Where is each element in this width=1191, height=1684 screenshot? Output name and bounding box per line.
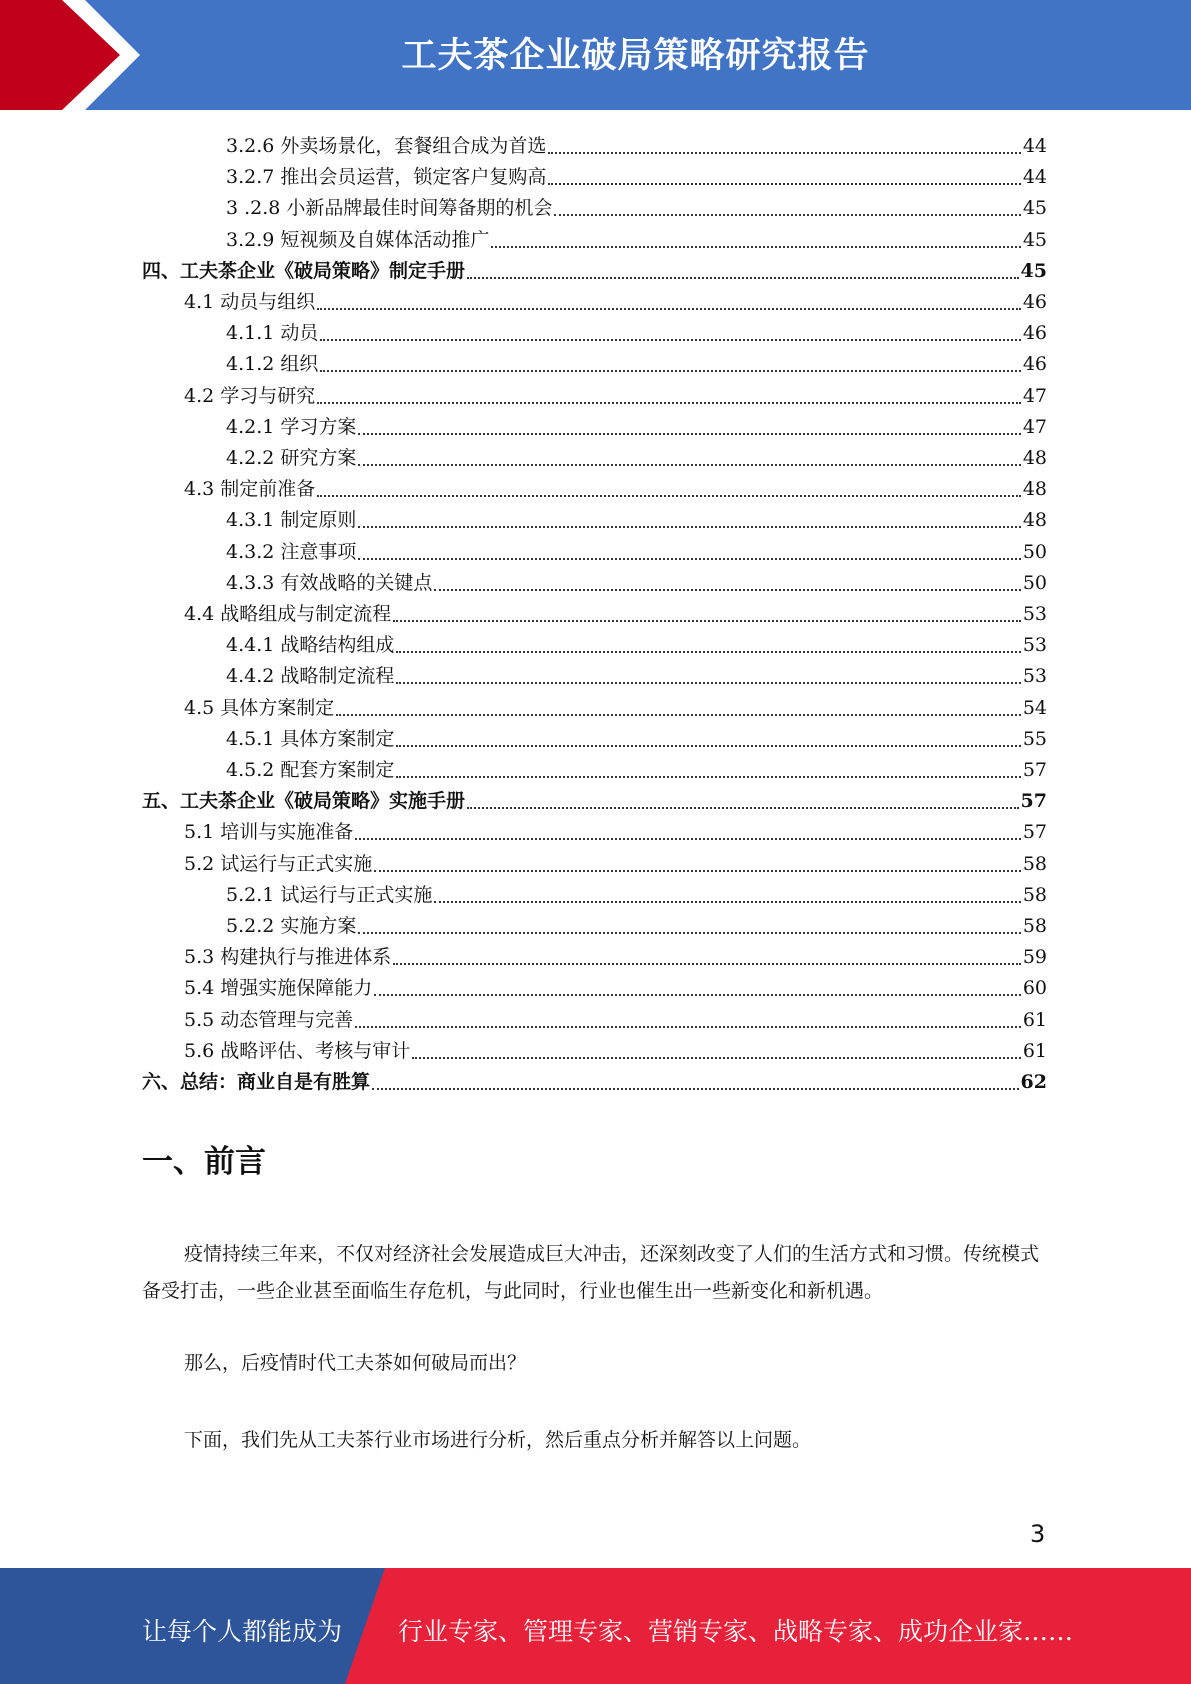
toc-entry[interactable] (184, 846, 1047, 877)
toc-entry[interactable] (184, 596, 1047, 627)
toc-entry-label: 4.3.2 注意事项 (226, 540, 357, 563)
toc-entry-label: 4.5.2 配套方案制定 (226, 759, 395, 781)
toc-entry[interactable] (226, 752, 1047, 783)
toc-leader-dots (358, 463, 1020, 466)
toc-entry-page: 55 (1022, 727, 1047, 750)
toc-entry-page: 62 (1020, 1071, 1047, 1093)
toc-entry-label: 3 .2.8 小新品牌最佳时间筹备期的机会 (226, 197, 553, 220)
toc-leader-dots (491, 245, 1020, 248)
toc-entry-label: 六、总结：商业自是有胜算 (142, 1071, 371, 1093)
toc-entry-page: 53 (1022, 603, 1047, 625)
paragraph: 那么，后疫情时代工夫茶如何破局而出？ (184, 1352, 527, 1374)
toc-entry[interactable] (184, 471, 1047, 502)
toc-leader-dots (336, 713, 1021, 716)
toc-entry[interactable] (226, 534, 1047, 565)
toc-entry-label: 3.2.6 外卖场景化，套餐组合成为首选 (226, 135, 547, 157)
toc-entry-page: 54 (1022, 696, 1047, 719)
toc-entry-label: 5.6 战略评估、考核与审计 (184, 1039, 411, 1062)
toc-entry[interactable] (226, 440, 1047, 471)
toc-entry-label: 5.3 构建执行与推进体系 (184, 946, 392, 969)
footer-slogan-left: 让每个人都能成为 (142, 1617, 343, 1646)
toc-leader-dots (320, 338, 1020, 341)
toc-leader-dots (396, 775, 1020, 778)
toc-leader-dots (434, 588, 1020, 591)
footer-slogan-right: 行业专家、管理专家、营销专家、战略专家、成功企业家…… (398, 1617, 1074, 1646)
toc-entry-label: 五、工夫茶企业《破局策略》实施手册 (142, 790, 466, 813)
toc-entry-page: 45 (1020, 259, 1047, 282)
toc-entry-page: 57 (1022, 821, 1047, 844)
toc-entry-label: 4.4.1 战略结构组成 (226, 634, 395, 657)
toc-leader-dots (372, 1087, 1019, 1090)
toc-leader-dots (355, 1025, 1021, 1028)
toc-entry-label: 4.1 动员与组织 (184, 291, 316, 313)
toc-leader-dots (358, 931, 1020, 934)
toc-entry-label: 4.5 具体方案制定 (184, 696, 335, 719)
toc-entry-label: 四、工夫茶企业《破局策略》制定手册 (142, 259, 466, 282)
paragraph: 疫情持续三年来，不仅对经济社会发展造成巨大冲击，还深刻改变了人们的生活方式和习惯。传统模式备受打击，一些企业甚至面临生存危机，与此同时，行业也催生出一些新变化和新机遇。 (142, 1243, 1040, 1302)
toc-entry-page: 50 (1022, 540, 1047, 563)
toc-entry[interactable] (226, 721, 1047, 752)
toc-entry[interactable] (226, 159, 1047, 190)
toc-entry-label: 5.2.1 试运行与正式实施 (226, 883, 433, 906)
toc-entry-label: 4.3.3 有效战略的关键点 (226, 571, 433, 594)
toc-leader-dots (396, 744, 1020, 747)
toc-entry[interactable] (184, 1002, 1047, 1033)
page-header (0, 0, 1191, 110)
toc-entry-page: 44 (1022, 135, 1047, 157)
toc-leader-dots (467, 276, 1019, 279)
toc-entry[interactable] (184, 1033, 1047, 1064)
toc-entry-page: 48 (1022, 478, 1047, 501)
toc-leader-dots (317, 401, 1021, 404)
toc-leader-dots (412, 1056, 1021, 1059)
toc-leader-dots (358, 432, 1020, 435)
toc-entry-label: 3.2.9 短视频及自媒体活动推广 (226, 228, 490, 251)
toc-entry-label: 5.5 动态管理与完善 (184, 1008, 354, 1031)
toc-entry-page: 45 (1022, 197, 1047, 220)
toc-entry-page: 57 (1020, 790, 1047, 813)
toc-leader-dots (358, 557, 1020, 560)
toc-entry-label: 4.4 战略组成与制定流程 (184, 603, 392, 625)
toc-entry[interactable] (226, 627, 1047, 658)
toc-entry[interactable] (226, 315, 1047, 346)
toc-entry-label: 5.4 增强实施保障能力 (184, 977, 373, 1000)
toc-entry-page: 47 (1022, 415, 1047, 438)
toc-entry-page: 60 (1022, 977, 1047, 1000)
toc-entry-label: 4.3 制定前准备 (184, 478, 316, 501)
paragraph: 下面，我们先从工夫茶行业市场进行分析，然后重点分析并解答以上问题。 (184, 1429, 812, 1451)
toc-entry-page: 53 (1022, 665, 1047, 688)
toc-entry-label: 4.4.2 战略制定流程 (226, 665, 395, 688)
section-heading: 一、前言 (142, 1144, 266, 1180)
toc-entry-page: 58 (1022, 883, 1047, 906)
toc-entry-label: 3.2.7 推出会员运营，锁定客户复购高 (226, 166, 547, 189)
report-title: 工夫茶企业破局策略研究报告 (401, 36, 870, 76)
toc-entry[interactable] (226, 190, 1047, 221)
toc-entry[interactable] (226, 565, 1047, 596)
toc-entry-page: 53 (1022, 634, 1047, 657)
toc-entry[interactable] (226, 908, 1047, 939)
toc-entry[interactable] (226, 658, 1047, 689)
toc-entry-page: 50 (1022, 571, 1047, 594)
page-number: 3 (1030, 1520, 1046, 1548)
toc-entry-label: 4.3.1 制定原则 (226, 509, 357, 532)
toc-entry[interactable] (142, 253, 1047, 284)
toc-entry-label: 4.1.1 动员 (226, 322, 319, 345)
toc-entry-page: 58 (1022, 915, 1047, 937)
toc-entry-page: 44 (1022, 166, 1047, 189)
toc-entry-label: 5.1 培训与实施准备 (184, 821, 354, 844)
toc-entry-label: 5.2 试运行与正式实施 (184, 852, 373, 875)
toc-entry[interactable] (184, 378, 1047, 409)
toc-entry-page: 48 (1022, 509, 1047, 532)
toc-entry-page: 46 (1022, 353, 1047, 376)
toc-entry[interactable] (184, 939, 1047, 970)
page-footer (0, 1568, 1191, 1684)
toc-entry-label: 4.2.1 学习方案 (226, 415, 357, 438)
toc-entry[interactable] (226, 877, 1047, 908)
toc-entry-label: 4.5.1 具体方案制定 (226, 727, 395, 750)
toc-entry[interactable] (184, 284, 1047, 315)
toc-entry-page: 45 (1022, 228, 1047, 251)
toc-leader-dots (374, 993, 1021, 996)
toc-entry-label: 5.2.2 实施方案 (226, 915, 357, 937)
toc-entry[interactable] (184, 814, 1047, 845)
toc-leader-dots (396, 650, 1020, 653)
toc-leader-dots (320, 369, 1020, 372)
toc-entry-page: 46 (1022, 322, 1047, 345)
toc-entry-label: 4.2.2 研究方案 (226, 447, 357, 469)
toc-entry[interactable] (226, 502, 1047, 533)
toc-entry-page: 47 (1022, 384, 1047, 407)
toc-entry-page: 61 (1022, 1008, 1047, 1031)
toc-entry-page: 61 (1022, 1039, 1047, 1062)
toc-leader-dots (393, 962, 1021, 965)
toc-leader-dots (317, 307, 1021, 310)
toc-entry-page: 57 (1022, 759, 1047, 781)
toc-leader-dots (548, 151, 1020, 154)
toc-entry-page: 46 (1022, 291, 1047, 313)
toc-entry[interactable] (142, 1064, 1047, 1095)
toc-leader-dots (434, 900, 1020, 903)
toc-entry[interactable] (226, 346, 1047, 377)
toc-entry[interactable] (226, 409, 1047, 440)
toc-entry-label: 4.1.2 组织 (226, 353, 319, 376)
toc-entry-label: 4.2 学习与研究 (184, 384, 316, 407)
toc-entry[interactable] (142, 783, 1047, 814)
toc-entry-page: 48 (1022, 447, 1047, 469)
toc-leader-dots (554, 213, 1020, 216)
toc-leader-dots (396, 681, 1020, 684)
toc-leader-dots (374, 869, 1021, 872)
toc-leader-dots (467, 806, 1019, 809)
toc-entry[interactable] (226, 222, 1047, 253)
toc-leader-dots (358, 525, 1020, 528)
toc-entry[interactable] (184, 690, 1047, 721)
toc-leader-dots (393, 619, 1021, 622)
toc-entry[interactable] (226, 128, 1047, 159)
toc-entry[interactable] (184, 970, 1047, 1001)
toc-leader-dots (317, 494, 1021, 497)
toc-leader-dots (355, 837, 1021, 840)
toc-leader-dots (548, 182, 1020, 185)
toc-entry-page: 59 (1022, 946, 1047, 969)
toc-entry-page: 58 (1022, 852, 1047, 875)
